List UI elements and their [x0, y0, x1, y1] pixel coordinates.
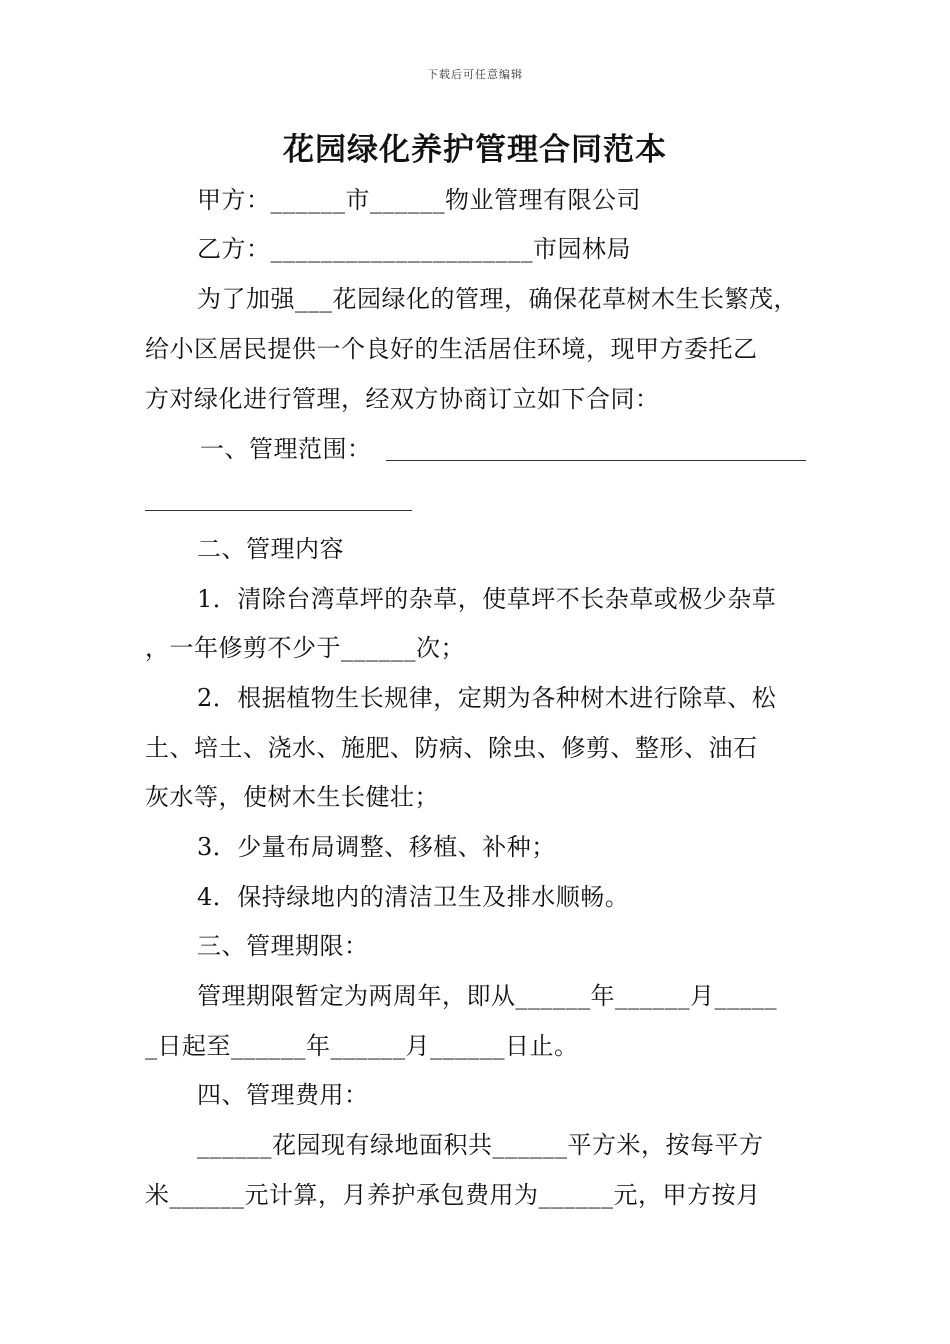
header-note: 下载后可任意编辑	[427, 68, 523, 81]
term-line-2: _日起至______年______月______日止。	[145, 1032, 579, 1060]
section-fee-heading: 四、管理费用：	[197, 1081, 369, 1109]
content-item-2-line-3: 灰水等，使树木生长健壮；	[145, 783, 439, 811]
content-item-2-line-1: 2．根据植物生长规律，定期为各种树木进行除草、松	[197, 684, 777, 712]
section-scope-heading: 一、管理范围：	[200, 435, 372, 463]
document-title: 花园绿化养护管理合同范本	[283, 132, 667, 168]
intro-line-1: 为了加强___花园绿化的管理，确保花草树木生长繁茂，	[197, 285, 798, 313]
scope-blank-rule-2	[145, 510, 412, 511]
content-item-4: 4．保持绿地内的清洁卫生及排水顺畅。	[197, 883, 630, 911]
content-item-1-line-2: ，一年修剪不少于______次；	[145, 634, 465, 662]
section-content-heading: 二、管理内容	[197, 535, 344, 563]
party-a-line: 甲方：______市______物业管理有限公司	[197, 186, 641, 214]
content-item-2-line-2: 土、培土、浇水、施肥、防病、除虫、修剪、整形、油石	[145, 734, 758, 762]
fee-line-1: ______花园现有绿地面积共______平方米，按每平方	[197, 1131, 764, 1159]
fee-line-2: 米______元计算，月养护承包费用为______元，甲方按月	[145, 1181, 761, 1209]
content-item-3: 3．少量布局调整、移植、补种；	[197, 833, 556, 861]
intro-line-3: 方对绿化进行管理，经双方协商订立如下合同：	[145, 385, 660, 413]
intro-line-2: 给小区居民提供一个良好的生活居住环境，现甲方委托乙	[145, 335, 758, 363]
section-term-heading: 三、管理期限：	[197, 932, 369, 960]
scope-blank-rule-1	[386, 460, 806, 461]
content-item-1-line-1: 1．清除台湾草坪的杂草，使草坪不长杂草或极少杂草	[197, 585, 777, 613]
party-b-line: 乙方：_____________________市园林局	[197, 235, 631, 263]
term-line-1: 管理期限暂定为两周年，即从______年______月_____	[197, 982, 777, 1010]
